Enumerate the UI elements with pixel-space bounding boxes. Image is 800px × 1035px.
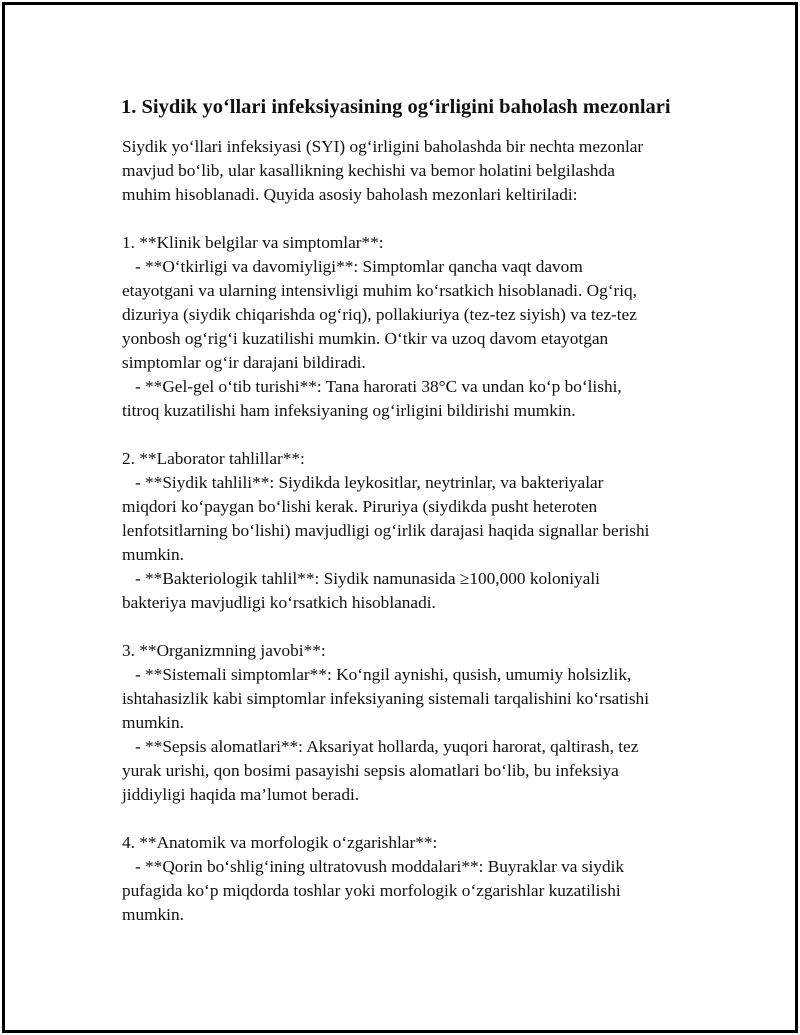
section-heading: 2. **Laborator tahlillar**:	[122, 449, 305, 468]
text-line: - **O‘tkirligi va davomiyligi**: Simptomlar qancha vaqt davom	[122, 257, 583, 276]
text-line: - **Gel-gel o‘tib turishi**: Tana harorati 38°C va undan ko‘p bo‘lishi,	[122, 377, 622, 396]
text-line: lenfotsitlarning bo‘lishi) mavjudligi og‘irlik darajasi haqida signallar berishi	[122, 521, 650, 540]
text-line: mumkin.	[122, 713, 184, 732]
text-line: mavjud bo‘lib, ular kasallikning kechishi va bemor holatini belgilashda	[122, 161, 615, 180]
text-line: muhim hisoblanadi. Quyida asosiy baholash mezonlari keltiriladi:	[122, 185, 578, 204]
text-line: - **Sistemali simptomlar**: Ko‘ngil aynishi, qusish, umumiy holsizlik,	[122, 665, 632, 684]
text-line: dizuriya (siydik chiqarishda og‘riq), pollakiuriya (tez-tez siyish) va tez-tez	[122, 305, 637, 324]
text-line: bakteriya mavjudligi ko‘rsatkich hisoblanadi.	[122, 593, 436, 612]
text-line: mumkin.	[122, 905, 184, 924]
text-line: - **Sepsis alomatlari**: Aksariyat hollarda, yuqori harorat, qaltirash, tez	[122, 737, 639, 756]
section-lab-tests	[122, 447, 699, 615]
section-anatomical-changes	[122, 831, 699, 927]
text-line: - **Qorin bo‘shlig‘ining ultratovush moddalari**: Buyraklar va siydik	[122, 857, 625, 876]
text-line: - **Siydik tahlili**: Siydikda leykositlar, neytrinlar, va bakteriyalar	[122, 473, 604, 492]
section-heading: 1. **Klinik belgilar va simptomlar**:	[122, 233, 384, 252]
text-line: Siydik yo‘llari infeksiyasi (SYI) og‘irligini baholashda bir nechta mezonlar	[122, 137, 644, 156]
document-content	[119, 93, 699, 951]
text-line: mumkin.	[122, 545, 184, 564]
text-line: pufagida ko‘p miqdorda toshlar yoki morfologik o‘zgarishlar kuzatilishi	[122, 881, 621, 900]
text-line: - **Bakteriologik tahlil**: Siydik namunasida ≥100,000 koloniyali	[122, 569, 600, 588]
text-line: simptomlar og‘ir darajani bildiradi.	[122, 353, 366, 372]
section-heading: 3. **Organizmning javobi**:	[122, 641, 326, 660]
text-line: etayotgani va ularning intensivligi muhim ko‘rsatkich hisoblanadi. Og‘riq,	[122, 281, 637, 300]
section-organism-response	[122, 639, 699, 807]
text-line: yurak urishi, qon bosimi pasayishi sepsis alomatlari bo‘lib, bu infeksiya	[122, 761, 619, 780]
document-title: 1. Siydik yo‘llari infeksiyasining og‘irligini baholash mezonlari	[121, 96, 671, 118]
text-line: yonbosh og‘rig‘i kuzatilishi mumkin. O‘tkir va uzoq davom etayotgan	[122, 329, 609, 348]
section-clinical-signs	[122, 231, 699, 423]
text-line: miqdori ko‘paygan bo‘lishi kerak. Piruriya (siydikda pusht heteroten	[122, 497, 598, 516]
section-heading: 4. **Anatomik va morfologik o‘zgarishlar**:	[122, 833, 438, 852]
text-line: ishtahasizlik kabi simptomlar infeksiyaning sistemali tarqalishini ko‘rsatishi	[122, 689, 649, 708]
document-page	[2, 2, 798, 1033]
text-line: jiddiyligi haqida ma’lumot beradi.	[122, 785, 360, 804]
intro-paragraph	[122, 135, 699, 207]
text-line: titroq kuzatilishi ham infeksiyaning og‘irligini bildirishi mumkin.	[122, 401, 576, 420]
